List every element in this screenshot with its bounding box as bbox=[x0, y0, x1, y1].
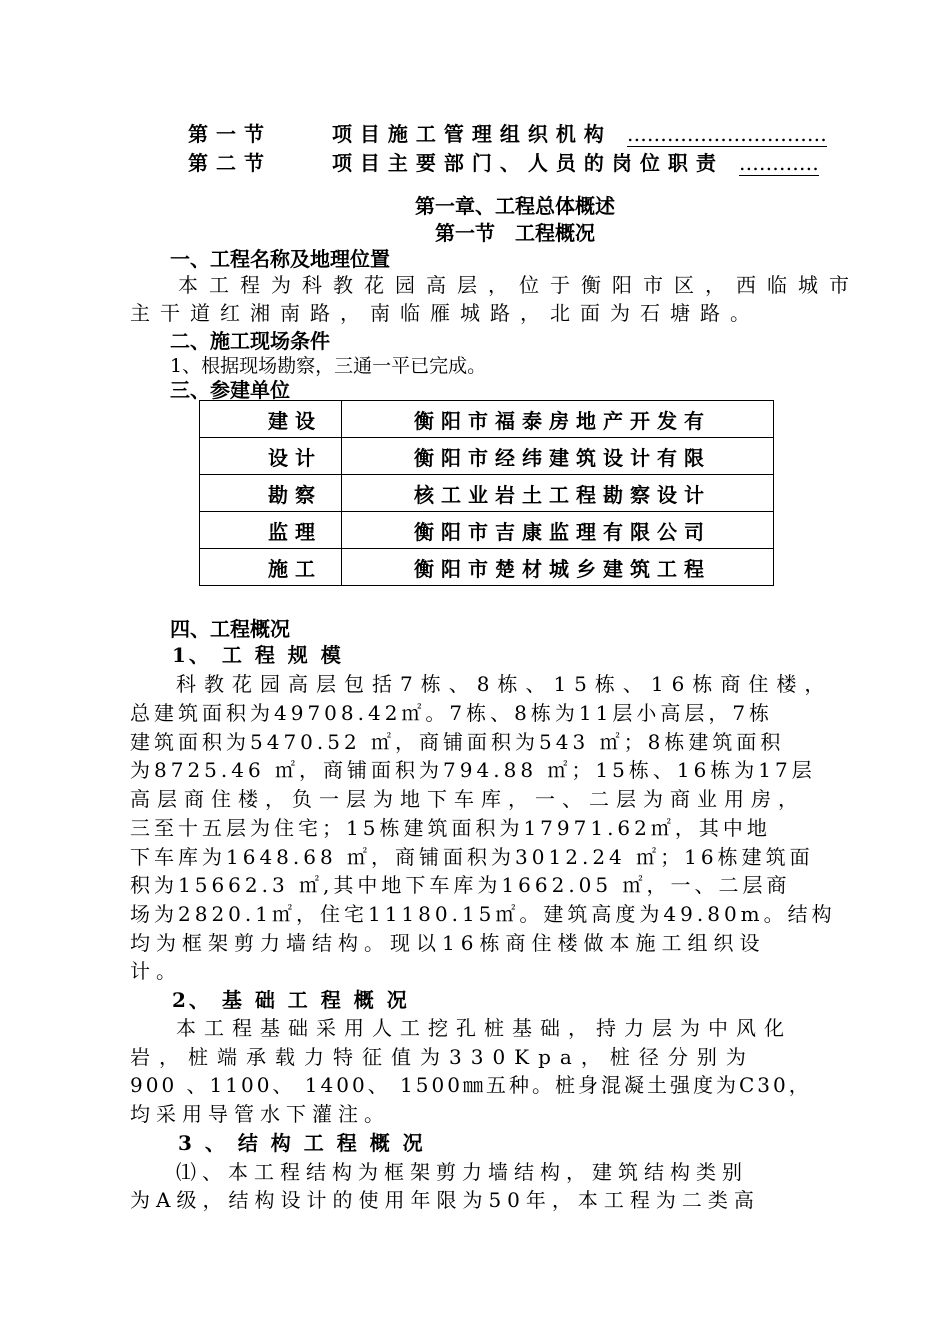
paragraph-line: 为A级，结构设计的使用年限为50年，本工程为二类高 bbox=[130, 1188, 760, 1212]
toc-section-label: 第一节 bbox=[188, 122, 272, 146]
paragraph-line: 三至十五层为住宅；15栋建筑面积为17971.62㎡，其中地 bbox=[130, 816, 771, 840]
paragraph-line: 为8725.46 ㎡，商铺面积为794.88 ㎡；15栋、16栋为17层 bbox=[130, 758, 816, 782]
paragraph-line bbox=[178, 271, 860, 299]
unit-role: 施工 bbox=[200, 549, 342, 586]
paragraph-line: 场为2820.1㎡，住宅11180.15㎡。建筑高度为49.80m。结构 bbox=[130, 902, 836, 926]
paragraph-line: 下车库为1648.68 ㎡，商铺面积为3012.24 ㎡；16栋建筑面 bbox=[130, 845, 814, 869]
toc-entry-2 bbox=[188, 147, 819, 176]
paragraph-line: 积为15662.3 ㎡,其中地下车库为1662.05 ㎡，一、二层商 bbox=[130, 873, 791, 897]
unit-name: 核工业岩土工程勘察设计 bbox=[342, 475, 774, 512]
paragraph-text: 本工程为科教花园高层，位于衡阳市区，西临城市 bbox=[178, 273, 860, 297]
paragraph-line: 岩，桩端承载力特征值为330Kpa，桩径分别为 bbox=[130, 1045, 755, 1069]
unit-name: 衡阳市楚材城乡建筑工程 bbox=[342, 549, 774, 586]
paragraph-line: 本工程基础采用人工挖孔桩基础，持力层为中风化 bbox=[176, 1016, 792, 1040]
toc-section-title: 项目施工管理组织机构 bbox=[331, 122, 612, 146]
unit-role: 建设 bbox=[200, 401, 342, 438]
paragraph-line: 高层商住楼，负一层为地下车库，一、二层为商业用房， bbox=[130, 787, 805, 811]
paragraph-line: 均采用导管水下灌注。 bbox=[130, 1102, 390, 1126]
subheading-project-scale: 1、 工 程 规 模 bbox=[172, 643, 344, 667]
chapter-title: 第一章、工程总体概述 bbox=[415, 194, 615, 218]
table-row bbox=[200, 401, 774, 438]
unit-role: 勘察 bbox=[200, 475, 342, 512]
unit-name: 衡阳市吉康监理有限公司 bbox=[342, 512, 774, 549]
heading-site-conditions: 二、施工现场条件 bbox=[170, 329, 330, 353]
heading-project-overview: 四、工程概况 bbox=[170, 617, 290, 641]
paragraph-line: 900 、1100、 1400、 1500㎜五种。桩身混凝土强度为C30， bbox=[130, 1073, 812, 1097]
paragraph-line: 科教花园高层包括7栋、8栋、15栋、16栋商住楼， bbox=[176, 672, 833, 696]
paragraph-line: 1、根据现场勘察，三通一平已完成。 bbox=[170, 355, 487, 377]
paragraph-line: 建筑面积为5470.52 ㎡，商铺面积为543 ㎡；8栋建筑面积 bbox=[130, 730, 785, 754]
heading-participating-units: 三、参建单位 bbox=[170, 378, 290, 402]
unit-name: 衡阳市经纬建筑设计有限 bbox=[342, 438, 774, 475]
unit-role: 设计 bbox=[200, 438, 342, 475]
paragraph-line: 主干道红湘南路，南临雁城路，北面为石塘路。 bbox=[130, 301, 760, 325]
toc-leader-dots: ………… bbox=[738, 151, 819, 175]
unit-role: 监理 bbox=[200, 512, 342, 549]
subheading-structure: 3 、 结 构 工 程 概 况 bbox=[178, 1131, 426, 1155]
heading-project-name-location: 一、工程名称及地理位置 bbox=[170, 247, 390, 271]
paragraph-line: 计。 bbox=[130, 959, 182, 983]
section-title: 第一节 工程概况 bbox=[435, 221, 595, 245]
unit-name: 衡阳市福泰房地产开发有 bbox=[342, 401, 774, 438]
paragraph-line: 总建筑面积为49708.42㎡。7栋、8栋为11层小高层，7栋 bbox=[130, 701, 774, 725]
toc-entry-1 bbox=[188, 118, 827, 147]
table-row bbox=[200, 549, 774, 586]
subheading-foundation: 2、 基 础 工 程 概 况 bbox=[172, 988, 410, 1012]
toc-leader-dots: ………………………… bbox=[626, 122, 827, 146]
table-row bbox=[200, 512, 774, 549]
toc-section-title: 项目主要部门、人员的岗位职责 bbox=[331, 151, 724, 175]
table-row bbox=[200, 475, 774, 512]
table-row bbox=[200, 438, 774, 475]
paragraph-line: ⑴、本工程结构为框架剪力墙结构，建筑结构类别 bbox=[176, 1160, 748, 1184]
paragraph-line: 均为框架剪力墙结构。现以16栋商住楼做本施工组织设 bbox=[130, 931, 766, 955]
participating-units-table bbox=[199, 400, 774, 586]
toc-section-label: 第二节 bbox=[188, 151, 272, 175]
